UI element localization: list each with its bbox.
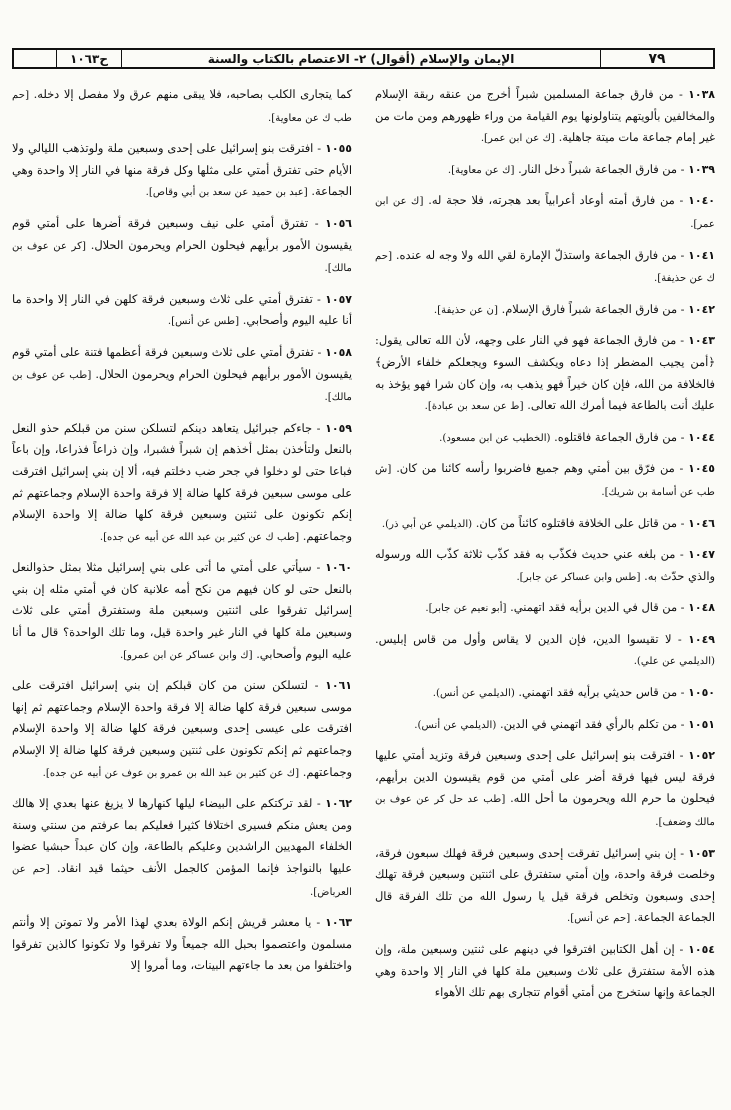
hadith-number: ١٠٤٤ bbox=[688, 430, 715, 444]
hadith-entry: ١٠٤٠ - من فارق أمته أوعاد أعرابياً بعد هجرته، فلا حجة له. [ك عن ابن عمر]. bbox=[375, 193, 715, 230]
hadith-entry: ١٠٥٩ - جاءكم جبرائيل يتعاهد دينكم لتسلكن سنن من قبلكم حذو النعل بالنعل ولتأخذن بمثل أخذهم إن شبراً فشبرا، وإن ذراعاً فذراعا، وإن باعاً فباعا حتى لو دخلوا في جحر ضب دخلتم فيه، ألا إن بني إسرائيل افترقت على موسى سبعين فرقة كلها ضالة إلا فرقة واحدة الإسلام وجماعتهم ثم إنكم تكونون على ثنتين وسبعين فرقة كلها ضالة إلا واحدة الإسلام وجماعتهم. [طب ك عن كثير بن عبد الله عن أبيه عن جده]. bbox=[12, 420, 352, 543]
hadith-number: ١٠٤١ bbox=[688, 248, 716, 262]
hadith-text: من فارق أمته أوعاد أعرابياً بعد هجرته، فلا حجة له. bbox=[428, 193, 675, 208]
hadith-entry: ١٠٤٨ - من قال في الدين برأيه فقد اتهمني. [أبو نعيم عن جابر]. bbox=[425, 600, 715, 615]
hadith-source: (الخطيب عن ابن مسعود). bbox=[439, 432, 551, 444]
page-header bbox=[12, 48, 715, 69]
hadith-text: من قاس حديثي برأيه فقد اتهمني. bbox=[518, 685, 678, 700]
hadith-entry bbox=[12, 84, 352, 129]
hadith-entry: ١٠٥٧ - تفترق أمتي على ثلاث وسبعين فرقة كلهن في النار إلا واحدة ما أنا عليه اليوم وأصحابي. [طس عن أنس]. bbox=[12, 291, 352, 328]
hadith-text: من تكلم بالرأي فقد اتهمني في الدين. bbox=[499, 716, 678, 731]
hadith-number: ١٠٥٣ bbox=[688, 846, 715, 860]
hadith-number: ١٠٤٨ bbox=[688, 601, 715, 615]
header-title: الإيمان والإسلام (أقوال) ٢- الاعتصام بالكتاب والسنة bbox=[122, 50, 601, 67]
hadith-number: ١٠٤٢ bbox=[688, 302, 715, 316]
hadith-source: [ك عن ابن عمر]. bbox=[480, 133, 555, 145]
hadith-source: [حم ك عن حذيفة]. bbox=[375, 250, 715, 285]
hadith-text: كما يتجارى الكلب بصاحبه، فلا يبقى منهم عرق ولا مفصل إلا دخله. bbox=[33, 87, 352, 101]
hadith-entry: ١٠٤١ - من فارق الجماعة واستذلّ الإمارة لقي الله ولا وجه له عنده. [حم ك عن حذيفة]. bbox=[375, 247, 716, 285]
hadith-text: من فارق الجماعة فهو في النار على وجهه، لأن الله تعالى يقول: ﴿أمن يجيب المضطر إذا دعاه ويكشف السوء ويجعلكم خلفاء الأرض﴾ فالخلافة من الله، فإن كان خيراً فهو يذهب به، وإن كان شرا فهو يؤخذ به عليك أنت بالطاعة فيما أمرك الله تعالى. bbox=[375, 333, 715, 413]
hadith-text: تفترق أمتي على ثلاث وسبعين فرقة أعظمها فتنة على أمتي قوم يقيسون الأمور برأيهم فيحلون الحرام ويحرمون الحلال. bbox=[12, 344, 352, 381]
left-column bbox=[12, 84, 352, 1094]
hadith-number: ١٠٥١ bbox=[688, 717, 715, 731]
right-column bbox=[375, 84, 715, 1094]
page-number: ٧٩ bbox=[648, 50, 666, 67]
hadith-entry: ١٠٤٣ - من فارق الجماعة فهو في النار على وجهه، لأن الله تعالى يقول: ﴿أمن يجيب المضطر إذا دعاه ويكشف السوء ويجعلكم خلفاء الأرض﴾ فالخلافة من الله، فإن كان خيراً فهو يذهب به، وإن كان شرا فهو يؤخذ به عليك أنت بالطاعة فيما أمرك الله تعالى. [ط عن سعد بن عبادة]. bbox=[375, 333, 715, 413]
hadith-number: ١٠٥٢ bbox=[688, 749, 715, 763]
hadith-entry: ١٠٥١ - من تكلم بالرأي فقد اتهمني في الدين. (الديلمي عن أنس). bbox=[414, 716, 715, 731]
hadith-source: [حم عن أنس]. bbox=[567, 913, 631, 925]
hadith-text: من فارق الجماعة واستذلّ الإمارة لقي الله ولا وجه له عنده. bbox=[395, 247, 677, 262]
hadith-source: [طب عن عوف بن مالك]. bbox=[12, 369, 352, 404]
hadith-text: جاءكم جبرائيل يتعاهد دينكم لتسلكن سنن من قبلكم حذو النعل بالنعل ولتأخذن بمثل أخذهم إن شبراً فشبرا، وإن ذراعاً فذراعا، وإن باعاً فباعا حتى لو دخلوا في جحر ضب دخلتم فيه، ألا إن بني إسرائيل افترقت على موسى سبعين فرقة كلها ضالة إلا فرقة واحدة الإسلام وجماعتهم ثم إنكم تكونون على ثنتين وسبعين فرقة كلها ضالة إلا واحدة الإسلام وجماعتهم. bbox=[12, 420, 352, 543]
hadith-number: ١٠٣٨ bbox=[688, 88, 716, 101]
hadith-source: [ك عن كثير بن عبد الله بن عمرو بن عوف عن أبيه عن جده]. bbox=[42, 767, 300, 779]
hadith-text: من فارق جماعة المسلمين شبراً أخرج من عنقه ربقة الإسلام والمخالفين بألويتهم يتناولونها يوم القيامة من وراء ظهورهم ومن مات من غير إمام جماعة مات ميتة جاهلية. bbox=[375, 87, 715, 145]
hadith-source: [ك وابن عساكر عن ابن عمرو]. bbox=[119, 649, 253, 661]
hadith-text: افترقت بنو إسرائيل على إحدى وسبعين ملة ولوتذهب الليالي ولا الأيام حتى تفترق أمتي على مثلها وكل فرقة منها في النار إلا واحدة وهي الجماعة. bbox=[12, 141, 352, 199]
hadith-entry: ١٠٣٨ - من فارق جماعة المسلمين شبراً أخرج من عنقه ربقة الإسلام والمخالفين بألويتهم يتناولونها يوم القيامة من وراء ظهورهم ومن مات من غير إمام جماعة مات ميتة جاهلية. [ك عن ابن عمر]. bbox=[375, 87, 716, 145]
hadith-text: لقد تركتكم على البيضاء ليلها كنهارها لا يزيغ عنها بعدي إلا هالك ومن يعش منكم فسيرى اختلافا كثيرا فعليكم بما عرفتم من سنتي وسنة الخلفاء المهديين الراشدين وعليكم بالطاعة، وإن كان عبداً حبشيا عضوا عليها بالنواجذ فإنما المؤمن كالجمل الأنف حيثما قيد انقاد. bbox=[12, 796, 353, 875]
hadith-number: ١٠٤٧ bbox=[688, 548, 715, 562]
hadith-text: إن أهل الكتابين افترقوا في دينهم على ثنتين وسبعين ملة، وإن هذه الأمة ستفترق على ثلاث وسبعين ملة كلها في النار إلا واحدة وهي الجماعة وإنها ستخرج من أمتي أقوام تتجارى بهم تلك الأهواء bbox=[375, 942, 715, 1000]
hadith-entry: ١٠٦٠ - سيأتي على أمتي ما أتى على بني إسرائيل مثلا بمثل حذوالنعل بالنعل حتى لو كان فيهم من نكح أمه علانية كان في أمتي مثله إن بني إسرائيل تفرقوا على اثنتين وسبعين ملة وستفترق أمتي على ثلاث وسبعين ملة كلها في النار غير واحدة قيل، وما تلك الواحدة؟ قال ما أنا عليه اليوم وأصحابي. [ك وابن عساكر عن ابن عمرو]. bbox=[12, 560, 352, 661]
hadith-entry: ١٠٥٢ - افترقت بنو إسرائيل على إحدى وسبعين فرقة وتزيد أمتي عليها فرقة ليس فيها فرقة أضر على أمتي من قوم يقيسون الدين برأيهم، فيحلون ما حرم الله ويحرمون ما أحل الله. [طب عد حل كر عن عوف بن مالك وضعف]. bbox=[375, 748, 715, 829]
hadith-text: إن بني إسرائيل تفرقت إحدى وسبعين فرقة فهلك سبعون فرقة، وخلصت فرقة واحدة، وإن أمتي ستفترق على اثنتين وسبعين فرقة تهلك إحدى وسبعون وتخلص فرقة قيل يا رسول الله من تلك الفرقة قال الجماعة الجماعة. bbox=[375, 845, 715, 925]
hadith-entry: ١٠٤٤ - من فارق الجماعة فاقتلوه. (الخطيب عن ابن مسعود). bbox=[439, 429, 715, 444]
hadith-entry: ١٠٥٠ - من قاس حديثي برأيه فقد اتهمني. (الديلمي عن أنس). bbox=[432, 685, 715, 700]
hadith-number: ١٠٤٣ bbox=[688, 334, 715, 348]
hadith-entry: ١٠٣٩ - من فارق الجماعة شبراً دخل النار. [ك عن معاوية]. bbox=[447, 161, 715, 176]
hadith-number: ١٠٥٧ bbox=[325, 292, 352, 306]
hadith-entry: ١٠٦٣ - يا معشر قريش إنكم الولاة بعدي لهذا الأمر ولا تموتن إلا وأنتم مسلمون واعتصموا بحبل الله جميعاً ولا تفرقوا ولا تكونوا كالذين تفرقوا واختلفوا من بعد ما جاءتهم البينات، وما أمروا إلا bbox=[12, 915, 352, 973]
hadith-source: [طس عن أنس]. bbox=[167, 316, 240, 328]
hadith-text: تفترق أمتي على ثلاث وسبعين فرقة كلهن في النار إلا واحدة ما أنا عليه اليوم وأصحابي. bbox=[12, 291, 352, 328]
hadith-number: ١٠٤٠ bbox=[688, 194, 715, 208]
hadith-number: ١٠٥٥ bbox=[325, 142, 352, 156]
hadith-source: [ن عن حذيفة]. bbox=[433, 304, 498, 316]
hadith-text: يا معشر قريش إنكم الولاة بعدي لهذا الأمر ولا تموتن إلا وأنتم مسلمون واعتصموا بحبل الله جميعاً ولا تفرقوا ولا تكونوا كالذين تفرقوا واختلفوا من بعد ما جاءتهم البينات، وما أمروا إلا bbox=[12, 915, 352, 973]
hadith-source: [حم طب ك عن معاوية]. bbox=[12, 90, 352, 124]
hadith-entry: ١٠٥٤ - إن أهل الكتابين افترقوا في دينهم على ثنتين وسبعين ملة، وإن هذه الأمة ستفترق على ثلاث وسبعين ملة كلها في النار إلا واحدة وهي الجماعة وإنها ستخرج من أمتي أقوام تتجارى بهم تلك الأهواء bbox=[375, 942, 715, 1000]
hadith-source: [ك عن ابن عمر]. bbox=[375, 196, 715, 230]
hadith-text: من فارق الجماعة فاقتلوه. bbox=[554, 429, 678, 444]
hadith-number: ١٠٦٢ bbox=[325, 797, 352, 811]
hadith-text: من بلغه عني حديث فكذّب به فقد كذّب ثلاثة كذّب الله ورسوله والذي حدّث به. bbox=[375, 547, 715, 583]
text-columns bbox=[12, 84, 715, 1094]
hadith-source: [طب ك عن كثير بن عبد الله عن أبيه عن جده]. bbox=[99, 531, 300, 543]
hadith-source: [طس وابن عساكر عن جابر]. bbox=[516, 571, 641, 583]
hadith-number: ١٠٤٦ bbox=[688, 516, 715, 530]
hadith-source: (الديلمي عن أنس). bbox=[432, 688, 515, 700]
hadith-source: [أبو نعيم عن جابر]. bbox=[425, 603, 507, 615]
hadith-entry: ١٠٤٥ - من فرّق بين أمتي وهم جميع فاضربوا رأسه كائنا من كان. [ش طب عن أسامة بن شريك]. bbox=[375, 461, 715, 498]
hadith-entry: ١٠٥٣ - إن بني إسرائيل تفرقت إحدى وسبعين فرقة فهلك سبعون فرقة، وخلصت فرقة واحدة، وإن أمتي ستفترق على اثنتين وسبعين فرقة تهلك إحدى وسبعون وتخلص فرقة قيل يا رسول الله من تلك الفرقة قال الجماعة الجماعة. [حم عن أنس]. bbox=[375, 845, 715, 925]
hadith-number: ١٠٦٣ bbox=[325, 916, 352, 930]
hadith-number: ١٠٥٨ bbox=[325, 345, 352, 359]
hadith-entry: ١٠٤٦ - من قاتل على الخلافة فاقتلوه كائناً من كان. (الديلمي عن أبي ذر). bbox=[381, 515, 715, 530]
hadith-number: ١٠٥٤ bbox=[688, 943, 715, 956]
hadith-text: لا تقيسوا الدين، فإن الدين لا يقاس وأول من قاس إبليس. bbox=[375, 631, 672, 646]
hadith-entry: ١٠٤٧ - من بلغه عني حديث فكذّب به فقد كذّب ثلاثة كذّب الله ورسوله والذي حدّث به. [طس وابن عساكر عن جابر]. bbox=[375, 547, 715, 583]
hadith-number: ١٠٥٠ bbox=[688, 686, 715, 700]
hadith-source: [عبد بن حميد عن سعد بن أبي وقاص]. bbox=[145, 187, 308, 199]
hadith-number: ١٠٦١ bbox=[325, 679, 352, 693]
hadith-entry: ١٠٦٢ - لقد تركتكم على البيضاء ليلها كنهارها لا يزيغ عنها بعدي إلا هالك ومن يعش منكم فسيرى اختلافا كثيرا فعليكم بما عرفتم من سنتي وسنة الخلفاء المهديين الراشدين وعليكم بالطاعة، وإن كان عبداً حبشيا عضوا عليها بالنواجذ فإنما المؤمن كالجمل الأنف حيثما قيد انقاد. [حم عن العرباض]. bbox=[12, 796, 353, 898]
hadith-text: سيأتي على أمتي ما أتى على بني إسرائيل مثلا بمثل حذوالنعل بالنعل حتى لو كان فيهم من نكح أمه علانية كان في أمتي مثله إن بني إسرائيل تفرقوا على اثنتين وسبعين ملة وستفترق أمتي على ثلاث وسبعين ملة كلها في النار غير واحدة قيل، وما تلك الواحدة؟ قال ما أنا عليه اليوم وأصحابي. bbox=[12, 560, 352, 661]
hadith-source: [كر عن عوف بن مالك]. bbox=[12, 240, 352, 275]
header-hadith-range: ح١٠٦٣ bbox=[57, 50, 122, 67]
hadith-text: من قال في الدين برأيه فقد اتهمني. bbox=[510, 600, 678, 615]
hadith-number: ١٠٥٩ bbox=[325, 421, 352, 435]
hadith-text: افترقت بنو إسرائيل على إحدى وسبعين فرقة وتزيد أمتي عليها فرقة ليس فيها فرقة أضر على أمتي من قوم يقيسون الدين برأيهم، فيحلون ما حرم الله ويحرمون ما أحل الله. bbox=[375, 748, 715, 806]
hadith-source: [ش طب عن أسامة بن شريك]. bbox=[375, 464, 715, 498]
hadith-number: ١٠٦٠ bbox=[325, 561, 352, 575]
hadith-text: من فارق الجماعة شبراً دخل النار. bbox=[518, 161, 678, 176]
hadith-entry: ١٠٥٥ - افترقت بنو إسرائيل على إحدى وسبعين ملة ولوتذهب الليالي ولا الأيام حتى تفترق أمتي على مثلها وكل فرقة منها في النار إلا واحدة وهي الجماعة. [عبد بن حميد عن سعد بن أبي وقاص]. bbox=[12, 141, 352, 199]
hadith-number: ١٠٥٦ bbox=[325, 216, 353, 230]
hadith-entry: ١٠٤٩ - لا تقيسوا الدين، فإن الدين لا يقاس وأول من قاس إبليس. (الديلمي عن علي). bbox=[375, 631, 715, 668]
header-blank-cell bbox=[14, 50, 57, 67]
hadith-source: (الديلمي عن أبي ذر). bbox=[381, 518, 473, 530]
hadith-text: من فرّق بين أمتي وهم جميع فاضربوا رأسه كائنا من كان. bbox=[396, 461, 675, 476]
hadith-text: لتسلكن سنن من كان قبلكم إن بني إسرائيل افترقت على موسى سبعين فرقة كلها ضالة إلا فرقة واحدة الإسلام وجماعتهم ثم إنها افترقت على عيسى إحدى وسبعين فرقة كلها ضالة إلا واحدة الإسلام وجماعتهم ثم إنكم تكونون على ثنتين وسبعين فرقة كلها ضالة إلا الإسلام وجماعتهم. bbox=[12, 678, 352, 779]
hadith-text: من فارق الجماعة شبراً فارق الإسلام. bbox=[501, 301, 678, 316]
hadith-number: ١٠٣٩ bbox=[688, 162, 715, 176]
hadith-source: (الديلمي عن أنس). bbox=[414, 719, 497, 731]
hadith-source: [حم عن العرباض]. bbox=[12, 864, 352, 898]
hadith-source: [ط عن سعد بن عبادة]. bbox=[424, 401, 524, 413]
hadith-number: ١٠٤٥ bbox=[688, 462, 715, 476]
hadith-source: (الديلمي عن علي). bbox=[633, 656, 715, 668]
hadith-entry: ١٠٤٢ - من فارق الجماعة شبراً فارق الإسلام. [ن عن حذيفة]. bbox=[433, 301, 715, 316]
hadith-text: من قاتل على الخلافة فاقتلوه كائناً من كان. bbox=[475, 515, 678, 530]
hadith-text: تفترق أمتي على نيف وسبعين فرقة أضرها على أمتي قوم يقيسون الأمور برأيهم فيحلون الحرام ويحرمون الحلال. bbox=[12, 215, 353, 252]
hadith-number: ١٠٤٩ bbox=[688, 632, 715, 646]
hadith-source: [ك عن معاوية]. bbox=[447, 164, 515, 176]
hadith-entry: ١٠٥٦ - تفترق أمتي على نيف وسبعين فرقة أضرها على أمتي قوم يقيسون الأمور برأيهم فيحلون الحرام ويحرمون الحلال. [كر عن عوف بن مالك]. bbox=[12, 215, 353, 275]
hadith-entry: ١٠٥٨ - تفترق أمتي على ثلاث وسبعين فرقة أعظمها فتنة على أمتي قوم يقيسون الأمور برأيهم فيحلون الحرام ويحرمون الحلال. [طب عن عوف بن مالك]. bbox=[12, 344, 352, 404]
hadith-entry: ١٠٦١ - لتسلكن سنن من كان قبلكم إن بني إسرائيل افترقت على موسى سبعين فرقة كلها ضالة إلا فرقة واحدة الإسلام وجماعتهم ثم إنها افترقت على عيسى إحدى وسبعين فرقة كلها ضالة إلا واحدة الإسلام وجماعتهم ثم إنكم تكونون على ثنتين وسبعين فرقة كلها ضالة إلا الإسلام وجماعتهم. [ك عن كثير بن عبد الله بن عمرو بن عوف عن أبيه عن جده]. bbox=[12, 678, 352, 779]
hadith-source: [طب عد حل كر عن عوف بن مالك وضعف]. bbox=[375, 794, 715, 829]
